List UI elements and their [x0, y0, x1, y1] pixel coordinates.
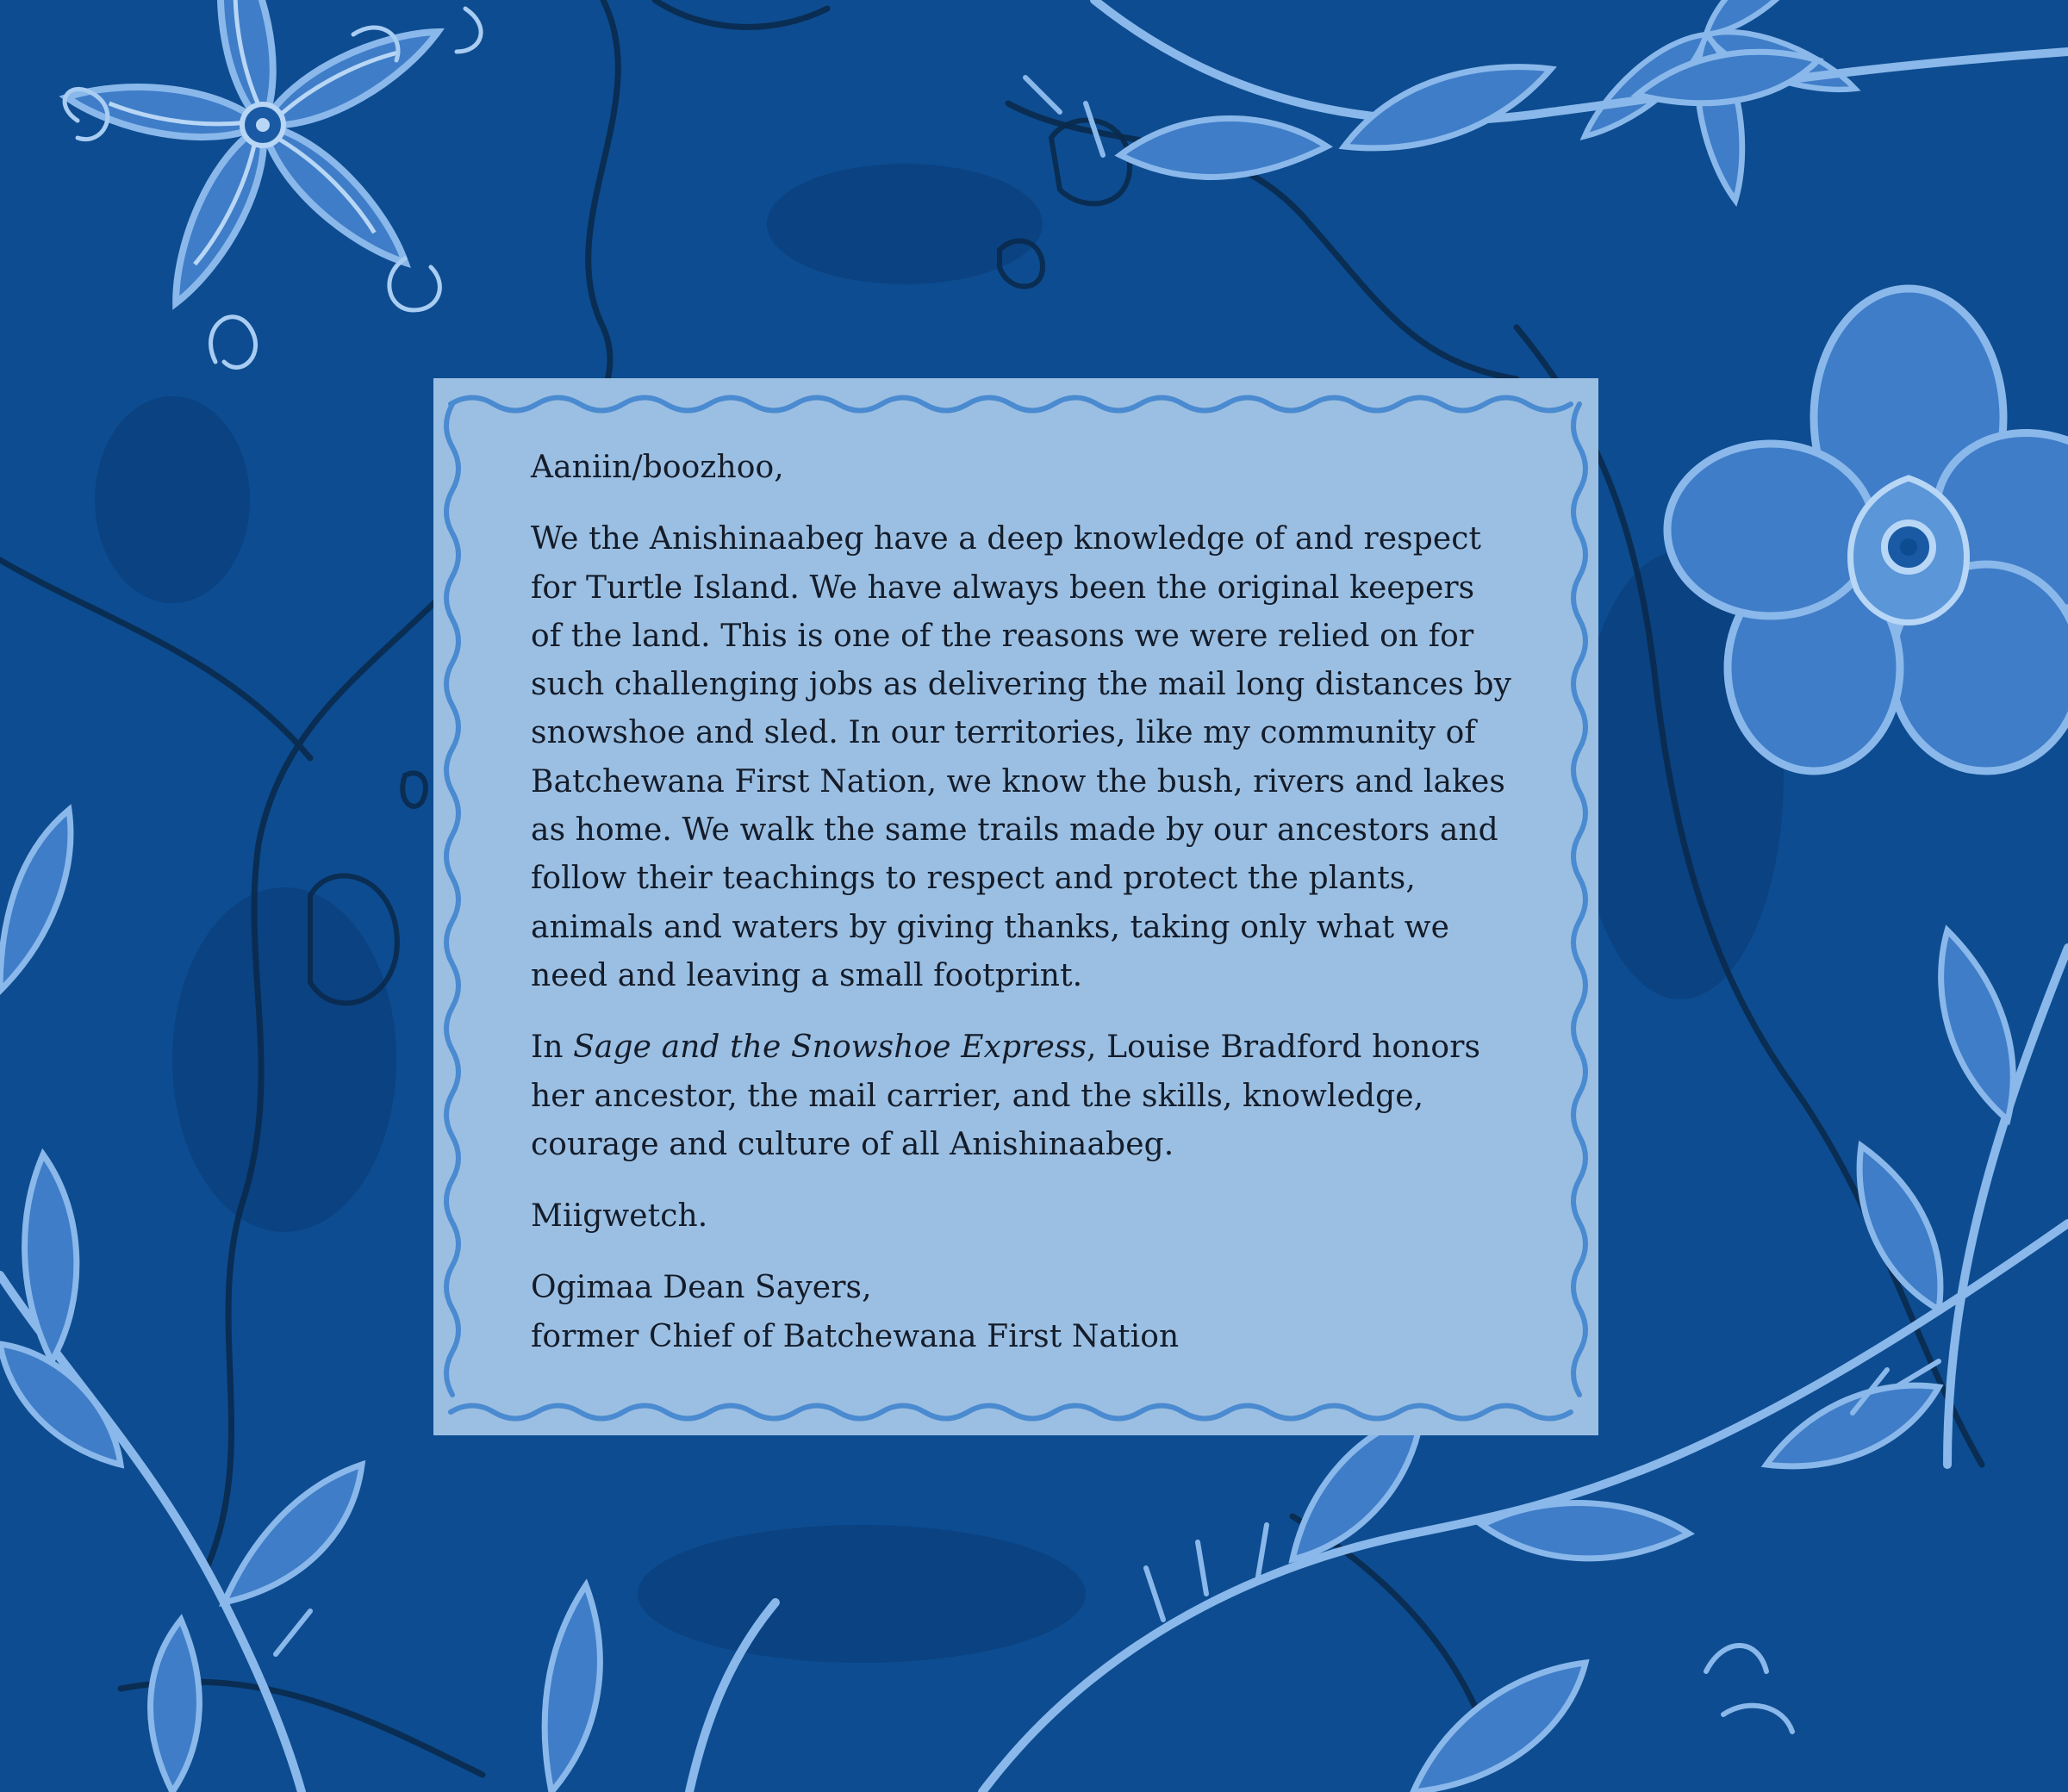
- letter-signature: [531, 1264, 1513, 1361]
- signature-name: Ogimaa Dean Sayers,: [531, 1270, 872, 1306]
- paragraph-2-prefix: In: [531, 1030, 574, 1066]
- foreword-letter: [531, 444, 1513, 1384]
- letter-paragraph-2: [531, 1024, 1513, 1169]
- letter-greeting: Aaniin/boozhoo,: [531, 450, 784, 485]
- letter-paragraph-1: We the Anishinaabeg have a deep knowledge of and respect for Turtle Island. We have always been the original keepers of the land. This is one of the reasons we were relied on for such challenging jobs as delivering the mail long distances by snowshoe and sled. In our territories, like my community of Batchewana First Nation, we know the bush, rivers and lakes as home. We walk the same trails made by our ancestors and follow their teachings to respect and protect the plants, animals and waters by giving thanks, taking only what we need and leaving a small footprint.: [531, 521, 1512, 993]
- book-title: Sage and the Snowshoe Express: [573, 1030, 1087, 1066]
- signature-title: former Chief of Batchewana First Nation: [531, 1318, 1180, 1354]
- paragraph-2-suffix: , Louise Bradford honors her ancestor, the mail carrier, and the skills, knowledge, courage and culture of all Anishinaabeg.: [531, 1030, 1481, 1162]
- letter-closing: Miigwetch.: [531, 1198, 708, 1235]
- letter-panel: [433, 378, 1598, 1435]
